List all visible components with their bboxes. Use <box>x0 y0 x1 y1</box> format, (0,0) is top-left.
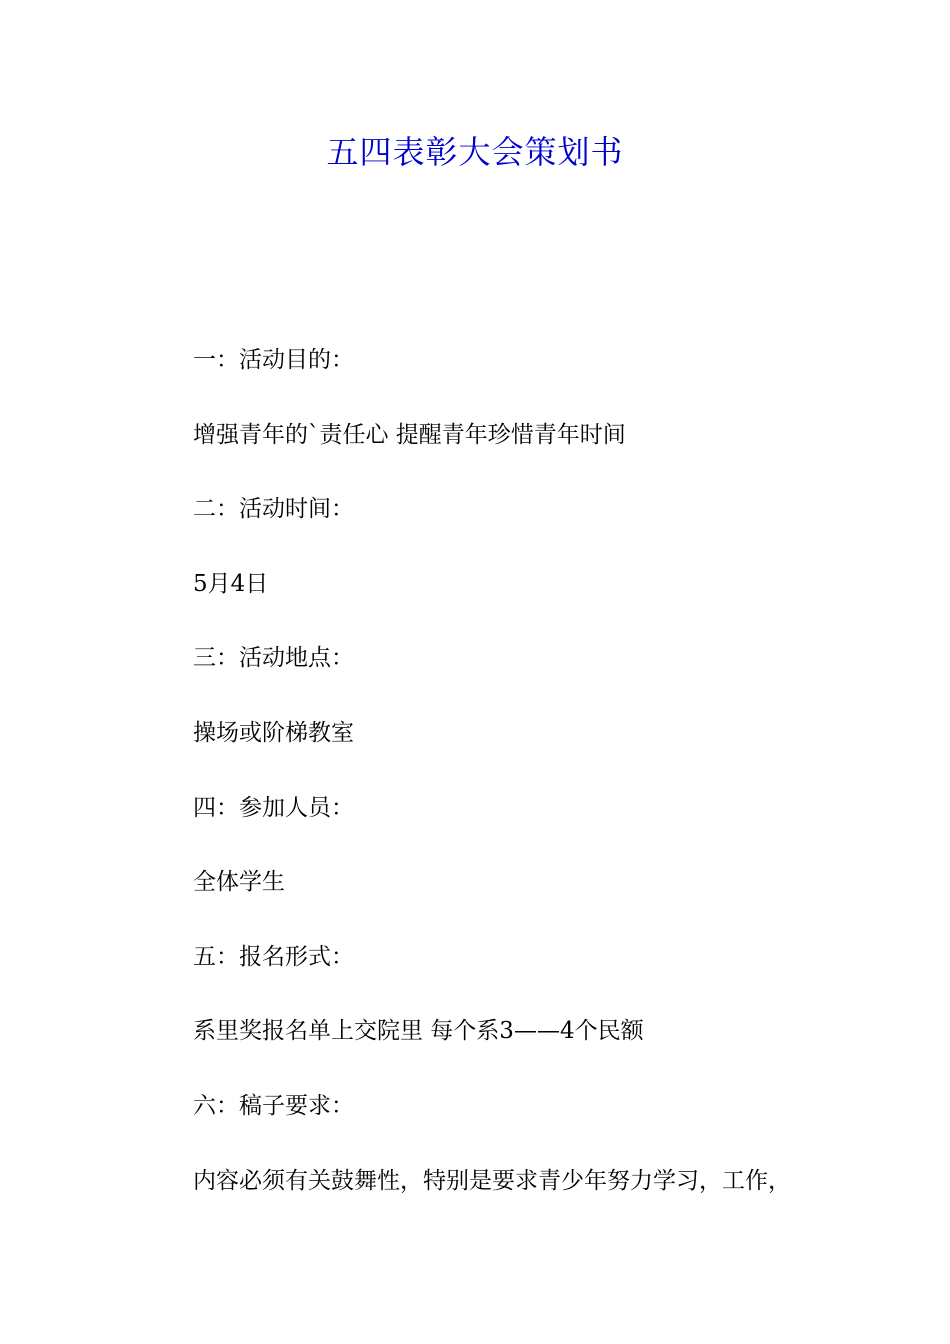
page-title: 五四表彰大会策划书 <box>326 133 624 171</box>
section-heading-purpose: 一：活动目的： <box>193 347 354 373</box>
section-heading-location: 三：活动地点： <box>193 645 354 672</box>
section-heading-registration: 五：报名形式： <box>193 943 354 970</box>
section-text-time: 5月4日 <box>193 570 269 597</box>
section-text-location: 操场或阶梯教室 <box>193 719 354 746</box>
document-body <box>193 340 843 1235</box>
section-text-participants: 全体学生 <box>193 869 285 896</box>
section-heading-time: 二：活动时间： <box>193 496 354 523</box>
section-text-registration: 系里奖报名单上交院里 每个系3——4个民额 <box>193 1018 644 1045</box>
section-heading-participants: 四：参加人员： <box>193 794 354 821</box>
section-text-manuscript: 内容必须有关鼓舞性，特别是要求青少年努力学习，工作， <box>193 1167 791 1194</box>
section-heading-manuscript: 六：稿子要求： <box>193 1092 354 1119</box>
section-text-purpose: 增强青年的`责任心 提醒青年珍惜青年时间 <box>193 421 626 448</box>
